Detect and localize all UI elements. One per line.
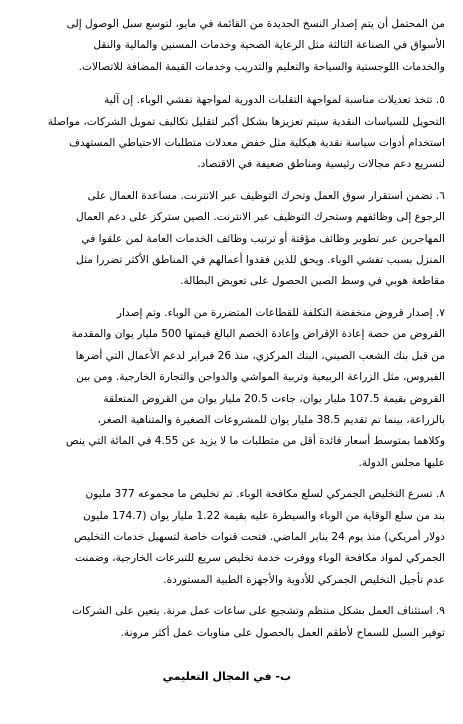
paragraph-item-7: ٧. إصدار قروض منخفضة التكلفة للقطاعات المتضررة من الوباء. وتم إصدار القروض من حصة إعادة الإقراض وإعادة الخصم البالغ قيمتها 500 مليار يوان والمقدمة من قبل بنك الشعب الصيني، البنك المركزي، منذ 26 فبراير لدعم الأعمال التي أضرها الفيروس، مثل الزراعة الربيعية وتربية المواشي والدواجن والتجارة الخارجية. ومن بين القروض بقيمة 107.5 مليار يوان، جاءت 20.5 مليار يوان من القروض المتعلقة بالزراعة، بينما تم تقديم 38.5 مليار يوان للمشروعات الصغيرة والمتناهية الصغر، وكلاهما بمتوسط أسعار فائدة أقل من متطلبات ما لا يزيد عن 4.55 في المائة التي ينص عليها مجلس الدولة. (65, 306, 445, 469)
paragraph-item-5: ٥. تتخذ تعديلات مناسبة لمواجهة التقلبات الدورية لمواجهة تفشي الوباء. إن آلية التحويل للسياسات النقدية سيتم تعزيزها بشكل أكبر لتقليل تكاليف تمويل الشركات، مواصلة استخدام أدوات سياسة نقدية هيكلية مثل خفض معدلات متطلبات الاحتياطي المستهدف لتسريع دعم مجالات رئيسية ومناطق ضعيفة في الاقتصاد. (47, 94, 445, 171)
paragraph-item-8: ٨. تسرع التخليص الجمركي لسلع مكافحة الوباء. تم تخليص ما مجموعه 377 مليون بند من سلع الوقاية من الوباء والسيطرة عليه بقيمة 1.22 مليار يوان (174.7 مليون دولار أمريكي) منذ يوم 24 يناير الماضي. فتحت قنوات خاصة لتسهيل خدمات التخليص الجمركي لمواد مكافحة الوباء ووفرت خدمة تخليص سريع للتبرعات الخارجية، وضمنت عدم تأجيل التخليص الجمركي للأدوية والأجهزة الطبية المستوردة. (74, 488, 445, 586)
paragraph-intro: من المحتمل أن يتم إصدار النسخ الجديدة من القائمة في مايو، لتوسع سبل الوصول إلى الأسواق في الصناعة الثالثة مثل الرعاية الصحية وخدمات المسنين والمالية والنقل والخدمات اللوجستية والسياحة والتعليم والتدريب وخدمات القيمة المضافة للاتصالات. (66, 18, 445, 73)
paragraph-item-6: ٦. تضمن استقرار سوق العمل وتحرك التوظيف عبر الانترنت. مساعدة العمال على الرجوع إلى وظائفهم وستحرك التوظيف عبر الانترنت. الصين ستركز على دعم العمال المهاجرين عبر تطوير وظائف مؤقتة أو ترتيب وظائف الخدمات العامة لمن علقوا في المنزل بسبب تفشي الوباء. ويحق للذين فقدوا أعمالهم في المناطق الأكثر تضررا مثل مقاطعة هوبي في وسط الصين الحصول على تعويض البطالة. (75, 189, 445, 288)
paragraph-item-9: ٩. استئناف العمل بشكل منتظم وتشجيع على ساعات عمل مرنة. يتعين على الشركات توفير السبل للسماح لأطقم العمل بالحصول على مناوبات عمل أكثر مرونة. (72, 605, 445, 639)
section-heading: ب- في المجال التعليمي (162, 669, 291, 683)
